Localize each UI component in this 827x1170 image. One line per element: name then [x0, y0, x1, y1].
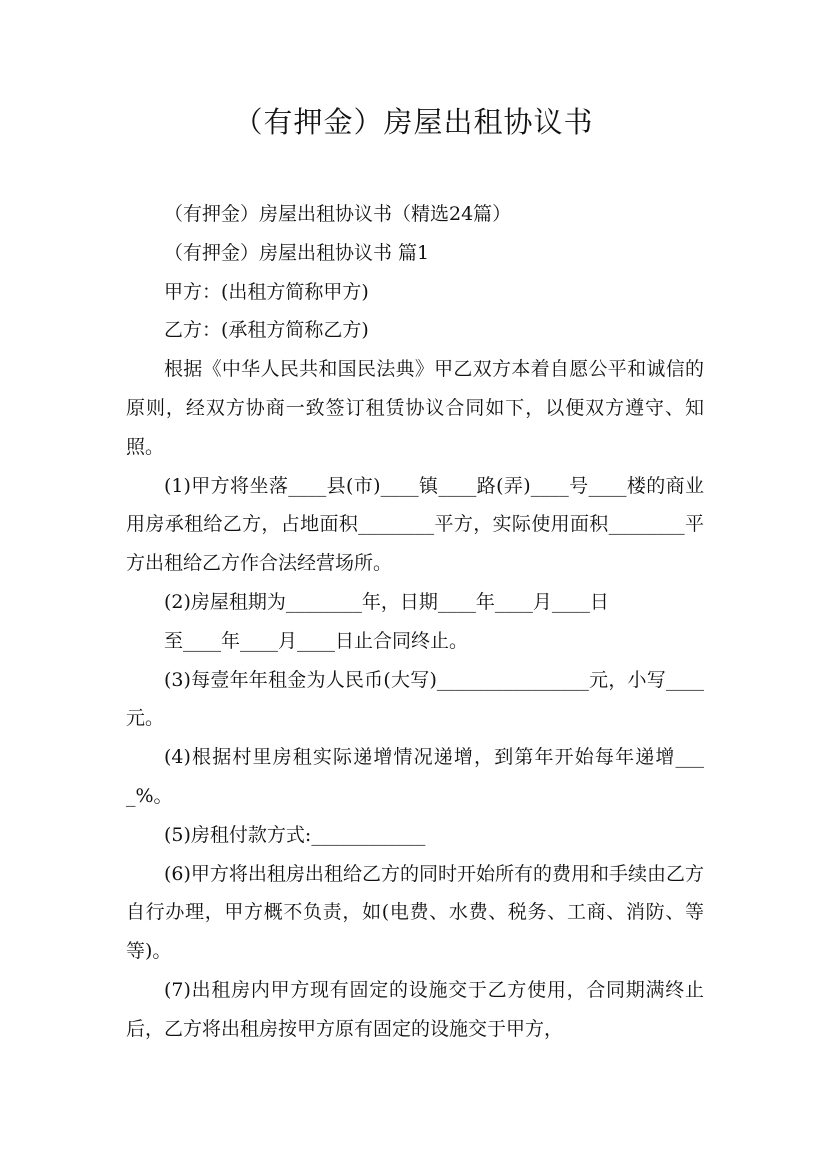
paragraph-section-heading: （有押金）房屋出租协议书 篇1 [164, 241, 430, 264]
paragraph-party-b: 乙方：(承租方简称乙方) [164, 319, 369, 342]
paragraph-party-a: 甲方：(出租方简称甲方) [164, 280, 369, 303]
paragraph-clause-7: (7)出租房内甲方现有固定的设施交于乙方使用，合同期满终止后，乙方将出租房按甲方原有固定的设施交于甲方， [126, 978, 704, 1040]
paragraph-clause-1: (1)甲方将坐落____县(市)____镇____路(弄)____号____楼的商业用房承租给乙方，占地面积________平方，实际使用面积________平方出租给乙方作合法经营场所。 [126, 474, 704, 575]
paragraph-clause-5: (5)房租付款方式:____________ [164, 823, 426, 846]
paragraph-clause-2: (2)房屋租期为________年，日期____年____月____日 [164, 590, 609, 613]
document-title: （有押金）房屋出租协议书 [233, 105, 594, 139]
paragraph-preamble: 根据《中华人民共和国民法典》甲乙双方本着自愿公平和诚信的原则，经双方协商一致签订租赁协议合同如下，以便双方遵守、知照。 [126, 358, 704, 458]
paragraph-clause-4: (4)根据村里房租实际递增情况递增，到第年开始每年递增____%。 [126, 746, 704, 807]
paragraph-clause-6: (6)甲方将出租房出租给乙方的同时开始所有的费用和手续由乙方自行办理，甲方概不负责，如(电费、水费、税务、工商、消防、等等)。 [126, 862, 704, 963]
document-body [126, 195, 704, 1049]
paragraph-clause-3: (3)每壹年年租金为人民币(大写)________________元，小写____元。 [126, 668, 704, 730]
paragraph-subtitle: （有押金）房屋出租协议书（精选24篇） [164, 203, 512, 225]
paragraph-clause-2-continued: 至____年____月____日止合同终止。 [164, 629, 469, 652]
